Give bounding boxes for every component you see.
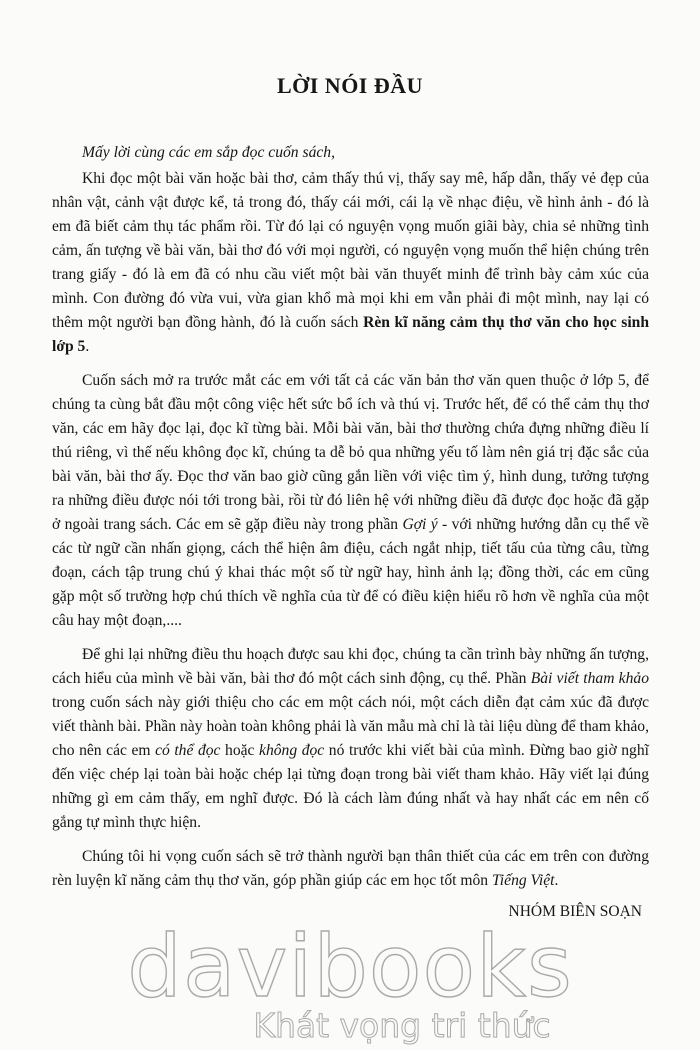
paragraph-2-part-1: Cuốn sách mở ra trước mắt các em với tất cả các văn bản thơ văn quen thuộc ở lớp 5, để chúng ta cùng bắt đầu một công việc hết sức bổ ích và thú vị. Trước hết, để có thể cảm thụ thơ văn, các em hãy đọc lại, đọc kĩ từng bài. Mỗi bài văn, bài thơ thường chứa đựng những điều lí thú riêng, vì thế nếu không đọc kĩ, chúng ta dễ bỏ qua những yếu tố làm nên giá trị đặc sắc của bài văn, bài thơ ấy. Đọc thơ văn bao giờ cũng gắn liền với việc tìm ý, hình dung, tưởng tượng ra những điều được nói tới trong bài, rồi từ đó liên hệ với những điều đã được đọc hoặc đã gặp ở ngoài trang sách. Các em sẽ gặp điều này trong phần bbox=[52, 372, 649, 533]
paragraph-3-part-2: trong cuốn sách này giới thiệu cho các em một cách nói, một cách diễn đạt cảm xúc đã được viết thành bài. Phần này hoàn toàn không phải là văn mẫu mà chỉ là tài liệu dùng để tham khảo, cho nên các em bbox=[52, 694, 649, 759]
paragraph-4-part-1: Chúng tôi hi vọng cuốn sách sẽ trở thành người bạn thân thiết của các em trên con đường rèn luyện kĩ năng cảm thụ thơ văn, góp phần giúp các em học tốt môn bbox=[52, 848, 649, 889]
paragraph-3-part-3: hoặc bbox=[220, 742, 260, 759]
paragraph-1-end: . bbox=[85, 338, 90, 355]
reference-essay-term: Bài viết tham khảo bbox=[530, 670, 649, 687]
page-title: LỜI NÓI ĐẦU bbox=[276, 73, 424, 98]
paragraph-2-part-2: - với những hướng dẫn cụ thể về các từ ngữ cần nhấn giọng, cách thể hiện âm điệu, cách ngắt nhịp, tiết tấu của từng câu, từng đoạn, cách tập trung chú ý khai thác một số từ ngữ hay, hình ảnh lạ; đồng thời, các em cũng gặp một số trường hợp chú thích về nghĩa của từ để có điều kiện hiểu rõ hơn về nghĩa của một câu hay một đoạn,.... bbox=[52, 516, 649, 629]
watermark-tagline: Khát vọng tri thức bbox=[253, 1006, 551, 1045]
book-title: Rèn kĩ năng cảm thụ thơ văn cho học sinh lớp 5 bbox=[52, 314, 649, 355]
goi-y-term: Gợi ý bbox=[402, 516, 438, 533]
paragraph-2 bbox=[52, 369, 649, 633]
watermark-brand: davibooks bbox=[127, 917, 573, 1017]
body-text bbox=[52, 141, 649, 901]
paragraph-1 bbox=[52, 167, 649, 359]
greeting: Mấy lời cùng các em sắp đọc cuốn sách, bbox=[82, 144, 335, 161]
paragraph-3-part-4: nó trước khi viết bài của mình. Đừng bao giờ nghĩ đến việc chép lại toàn bài hoặc chép lại từng đoạn trong bài viết tham khảo. Hãy viết lại đúng những gì em cảm thấy, em nghĩ được. Đó là cách làm đúng nhất và hay nhất các em nên cố gắng tự mình thực hiện. bbox=[52, 742, 649, 831]
paragraph-4 bbox=[52, 845, 649, 893]
paragraph-4-end: . bbox=[554, 872, 559, 889]
paragraph-1-text: Khi đọc một bài văn hoặc bài thơ, cảm thấy thú vị, thấy say mê, hấp dẫn, thấy vẻ đẹp của nhân vật, cảnh vật được kể, tả trong đó, thấy cái mới, cái lạ về nhạc điệu, về hình ảnh - đó là em đã biết cảm thụ tác phẩm rồi. Từ đó lại có nguyện vọng muốn giãi bày, chia sẻ những tình cảm, ấn tượng về bài văn, bài thơ đó với mọi người, có nguyện vọng muốn thể hiện chúng trên trang giấy - đó là em đã có nhu cầu viết một bài văn thuyết minh để trình bày cảm xúc của mình. Con đường đó vừa vui, vừa gian khổ mà mọi khi em vẫn phải đi một mình, nay lại có thêm một người bạn đồng hành, đó là cuốn sách bbox=[52, 170, 649, 331]
may-read-term: có thể đọc bbox=[155, 742, 221, 759]
may-not-read-term: không đọc bbox=[259, 742, 325, 759]
paragraph-3 bbox=[52, 643, 649, 835]
subject-name: Tiếng Việt bbox=[492, 872, 555, 889]
paragraph-3-part-1: Để ghi lại những điều thu hoạch được sau khi đọc, chúng ta cần trình bày những ấn tượng, cách hiểu của mình về bài văn, bài thơ đó một cách sinh động, cụ thể. Phần bbox=[52, 646, 649, 687]
signature: NHÓM BIÊN SOẠN bbox=[508, 903, 642, 920]
